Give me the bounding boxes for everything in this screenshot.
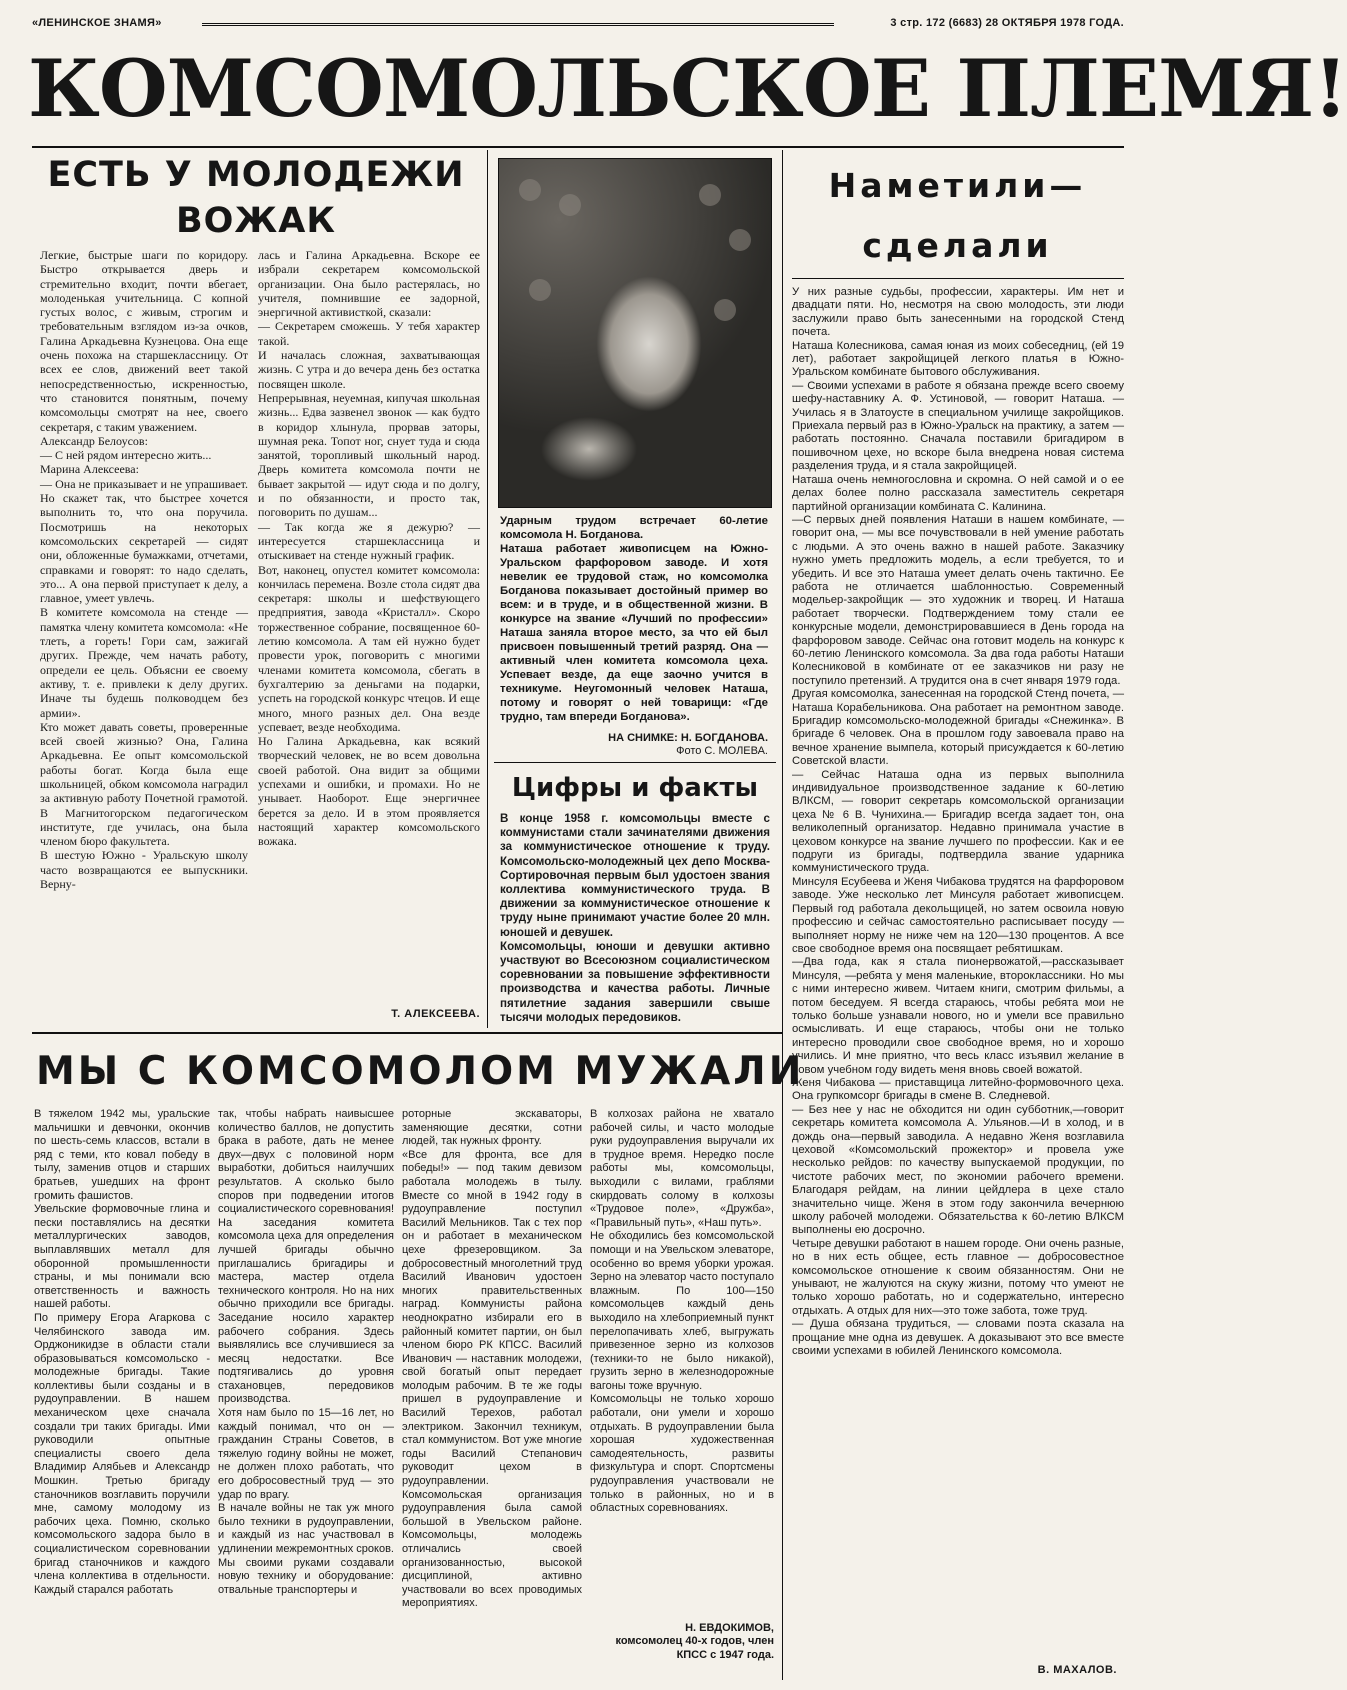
article-title-line: сделали bbox=[862, 226, 1053, 265]
author-description: комсомолец 40-х годов, член КПСС с 1947 года. bbox=[615, 1635, 774, 1661]
author-name: Н. ЕВДОКИМОВ, bbox=[685, 1622, 774, 1634]
headline-rule bbox=[32, 146, 1124, 148]
photo-caption: Ударным трудом встречает 60-летие комсомола Н. Богданова. Наташа работает живописцем на Южно-Уральском фарфоровом заводе. И хотя невелик ее трудовой стаж, но комсомолка Богданова показывает достойный пример во всем: и в труде, и в общественной жизни. В конкурсе на звание «Лучший по профессии» Наташа заняла второе место, за что ей был присвоен повышенный третий разряд. Она —активный член комитета комсомола цеха. Успевает везде, да еще заочно учится в техникуме. Неугомонный человек Наташа, потому и говорят о ней товарищи: «Где трудно, там впереди Богданова». bbox=[500, 515, 768, 723]
article-muzhali-column-4: В колхозах района не хватало рабочей силы, и часто молодые руки рудоуправления выручали их в трудное время. Нередко после работы мы, комсомольцы, выходили с вилами, граблями скирдовать солому в колхозы «Трудовое поле», «Дружба», «Правильный путь», «Наш путь». Не обходились без комсомольской помощи и на Увельском элеваторе, особенно во время уборки урожая. Зерно на элеватор часто поступало влажным. По 100—150 комсомольцев каждый день выходило на хлебоприемный пункт перелопачивать хлеб, выгружать привезенное зерно из колхозов (техники-то не было никакой), грузить зерно в железнодорожные вагоны тоже вручную. Комсомольцы не только хорошо работали, они умели и хорошо отдыхать. В рудоуправлении была хорошая художественная самодеятельность, развиты физкультура и спорт. Спортсмены рудоуправления участвовали не только в районных, но и в областных соревнованиях. bbox=[590, 1108, 774, 1515]
photo-shape bbox=[729, 229, 751, 251]
article-nametili-author: В. МАХАЛОВ. bbox=[1037, 1664, 1117, 1676]
newspaper-name: «ЛЕНИНСКОЕ ЗНАМЯ» bbox=[32, 17, 162, 29]
article-vozhak-author: Т. АЛЕКСЕЕВА. bbox=[391, 1008, 480, 1020]
photo-credit-author: Фото С. МОЛЕВА. bbox=[676, 745, 768, 757]
article-muzhali-column-2: так, чтобы набрать наивысшее количество баллов, не допустить брака в работе, дать не менее двух—двух с половиной норм выработки, добиться наилучших результатов. А сколько было споров при подведении итогов социалистического соревнования! На заседания комитета комсомола цеха для определения лучшей бригады обычно приглашались бригадиры и мастера, мастер отдела технического контроля. Но на них обычно приходили все бригады. Заседание носило характер рабочего собрания. Здесь выявлялись все случившиеся за месяц недостатки. Все подтягивались до уровня стахановцев, передовиков производства. Хотя нам было по 15—16 лет, но каждый понимал, что он — гражданин Страны Советов, в тяжелую годину войны не может, не должен плохо работать, что его добросовестный труд — это удар по врагу. В начале войны не так уж много было техники в рудоуправлении, и каждый из нас участвовал в удлинении межремонтных сроков. Мы своими руками создавали новую технику и оборудование: отвальные транспортеры и bbox=[218, 1108, 394, 1596]
photo-credit-subject: НА СНИМКЕ: Н. БОГДАНОВА. bbox=[608, 732, 768, 744]
photo-credit bbox=[500, 732, 768, 758]
article-vozhak-column-2: лась и Галина Аркадьевна. Вскоре ее избрали секретарем комсомольской организации. Она было растерялась, но учителя, помнившие ее задорной, энергичной активисткой, сказали: — Секретарем сможешь. У тебя характер такой. И началась сложная, захватывающая жизнь. С утра и до вечера день без остатка посвящен школе. Непрерывная, неуемная, кипучая школьная жизнь... Едва зазвенел звонок — как будто в коридор хлынула, прорвав заторы, шумная река. Топот ног, снует туда и сюда занятой, торопливый школьный народ. Дверь комитета комсомола почти не бывает закрытой — идут сюда и по долгу, и по обязанности, и просто так, поговорить по душам... — Так когда же я дежурю? — интересуется старшеклассница и отыскивает на стенде нужный график. Вот, наконец, опустел комитет комсомола: кончилась перемена. Возле стола сидят два секретаря: школы и шефствующего предприятия, завода «Кристалл». Скоро торжественное собрание, посвященное 60-летию комсомола. А там ей нужно будет провести урок, поговорить с многими членами комитета комсомола, сбегать в бухгалтерию за деньгами на подарки, успеть на городской конкурс чтецов. И еще много, много разных дел. Она везде успевает, везде необходима. Но Галина Аркадьевна, как всякий творческий человек, не во всем довольна своей работой. Она видит за общими успехами и ошибки, и промахи. Но не унывает. Наоборот. Еще энергичнее берется за дело. И в этом проявляется настоящий характер комсомольского вожака. bbox=[258, 248, 480, 849]
article-title-nametili bbox=[790, 156, 1125, 276]
article-nametili-rule bbox=[792, 278, 1124, 279]
photo-shape bbox=[699, 184, 721, 206]
facts-top-rule bbox=[494, 762, 776, 763]
article-3-top-rule bbox=[32, 1032, 782, 1034]
article-muzhali-column-1: В тяжелом 1942 мы, уральские мальчишки и девчонки, окончив по шесть-семь классов, встали в ряд с теми, кто ковал победу в тылу, заменив отцов и старших братьев, ушедших на фронт громить фашистов. Увельские формовочные глина и пески поставлялись на десятки металлургических заводов, выплавлявших металл для оборонной промышленности страны, и мы понимали всю ответственность и важность нашей работы. По примеру Егора Агаркова с Челябинского завода им. Орджоникидзе в области стали образовываться комсомольско - молодежные бригады. Такие коллективы были созданы и в рудоуправлении. В нашем механическом цехе сначала создали три таких бригады. Ими руководили опытные специалисты своего дела Владимир Алябьев и Александр Мошкин. Третью бригаду станочников возглавить поручили мне, самому молодому из рабочих цеха. Помню, сколько комсомольского задора было в социалистическом соревновании бригад станочников и каждого члена коллектива в отдельности. Каждый старался работать bbox=[34, 1108, 210, 1596]
masthead-rule bbox=[202, 23, 834, 26]
facts-text: В конце 1958 г. комсомольцы вместе с коммунистами стали зачинателями движения за коммунистическое отношение к труду. Комсомольско-молодежный цех депо Москва-Сортировочная первым был удостоен звания коллектива коммунистического труда. В движении за коммунистическое отношение к труду ныне принимают участие более 20 млн. юношей и девушек. Комсомольцы, юноши и девушки активно участвуют во Всесоюзном социалистическом соревновании за повышение эффективности производства и качества работы. Личные пятилетние задания завершили свыше тысячи молодых передовиков. bbox=[500, 812, 770, 1024]
article-muzhali-author bbox=[590, 1622, 774, 1662]
article-title-line: Наметили— bbox=[828, 166, 1087, 205]
photo-shape bbox=[529, 279, 551, 301]
article-title-muzhali: МЫ С КОМСОМОЛОМ МУЖАЛИ bbox=[36, 1049, 805, 1094]
article-title-vozhak bbox=[36, 152, 476, 244]
masthead bbox=[32, 14, 1124, 32]
photo-shape bbox=[714, 299, 736, 321]
column-divider-2 bbox=[782, 150, 783, 1680]
photo-shape bbox=[559, 194, 581, 216]
photo-n-bogdanova bbox=[498, 158, 772, 508]
article-title-line: ВОЖАК bbox=[176, 201, 336, 241]
column-divider-1 bbox=[487, 150, 488, 1028]
page-headline: КОМСОМОЛЬСКОЕ ПЛЕМЯ! bbox=[28, 42, 1347, 135]
article-nametili-text: У них разные судьбы, профессии, характеры. Им нет и двадцати пяти. Но, несмотря на свою молодость, эти люди заслужили право быть занесенными на городской Стенд почета. Наташа Колесникова, самая юная из моих собеседниц, (ей 19 лет), работает закройщицей легкого платья в Южно-Уральском комбинате бытового обслуживания. — Своими успехами в работе я обязана прежде всего своему шефу-наставнику А. Ф. Устиновой, — говорит Наташа. — Училась я в Златоусте в специальном училище закройщиков. Приехала первый раз в Южно-Уральск на практику, а затем — работать постоянно. Сначала поставили бригадиром в пошивочном цехе, но вскоре была внедрена новая система разделения труда, и я стала закройщицей. Наташа очень немногословна и скромна. О ней самой и о ее делах более полно рассказала заместитель секретаря партийной организации комбината С. Калинина. —С первых дней появления Наташи в нашем комбинате, — говорит она, — мы все почувствовали в ней умение работать с людьми. А это очень важно в нашей работе. Заказчику нужно уметь предложить модель, а если требуется, то и убедить. И все это Наташа умеет делать очень тактично. Ее работа не отличается шаблонностью. Современный модельер-закройщик — это художник и творец. И Наташа работает творчески. Подтверждением тому стали ее конкурсные модели, демонстрировавшиеся в День города на фарфоровом заводе. Сейчас она готовит модель на конкурс к 60-летию Ленинского комсомола. За два года работы Наташи Колесниковой в комбинате от ее заказчиков ни разу не поступило претензий. А трудится она в счет января 1979 года. Другая комсомолка, занесенная на городской Стенд почета, —Наташа Корабельникова. Она работает на ремонтном заводе. Бригадир комсомольско-молодежной бригады «Снежинка». В бригаде 6 человек. Она в прошлом году завоевала право на вечное хранение вымпела, который присуждается к 60-летию Советской власти. — Сейчас Наташа одна из первых выполнила индивидуальное производственное задание к 60-летию ВЛКСМ, — говорит секретарь комсомольской организации цеха № 6 В. Чунихина.— Бригадир всегда задает тон, она великолепный организатор. Недавно принимала участие в цеховом конкурсе на звание лучшего по профессии. Как и ее подруги из бригады, подтвердила звание ударника коммунистического труда. Минсуля Есубеева и Женя Чибакова трудятся на фарфоровом заводе. Уже несколько лет Минсуля работает живописцем. Первый год работала декольщицей, но затем освоила новую профессию и сейчас самостоятельно расписывает посуду — выполняет норму не ниже чем на 120—130 процентов. А все свое свободное время она посвящает ребятишкам. —Два года, как я стала пионервожатой,—рассказывает Минсуля, —ребята у меня маленькие, второклассники. Но мы с ними интересно живем. Читаем книги, смотрим фильмы, а потом беседуем. Я всегда стараюсь, чтобы ребята мои не только больше узнавали нового, но и умели все правильно осмысливать. И еще стараюсь, чтобы они не только интересно проводили свое свободное время, но и хорошо учились. И мне приятно, что весь класс изъявил желание в новом учебном году видеть меня вновь своей вожатой. Женя Чибакова — приставщица литейно-формовочного цеха. Она групкомсорг бригады в смене В. Следневой. — Без нее у нас не обходится ни один субботник,—говорит секретарь комитета комсомола А. Ульянов.—И в холод, и в дождь она—первый заводила. А недавно Женя возглавила цеховой «Комсомольский прожектор» и провела уже несколько рейдов: по качеству выпускаемой продукции, по чистоте рабочих мест, по экономии рабочего времени. Благодаря рейдам, на линии цейдлера в цехе стало значительно чище. Женя в этом году закончила вечернюю школу рабочей молодежи. Обязательства к 60-летию ВЛКСМ выполнены ею досрочно. Четыре девушки работают в нашем городе. Они очень разные, но в них есть общее, есть главное — добросовестное комсомольское отношение к своим обязанностям. Они не унывают, не жалуются на скуку жизни, потому что умеют не только хорошо работать, но и содержательно, интересно отдыхать. А отдых для них—это тоже забота, тоже труд. — Душа обязана трудиться, — словами поэта сказала на прощание мне одна из девушек. А доказывают это все вместе своими успехами в юбилей Ленинского комсомола. bbox=[792, 286, 1124, 1358]
issue-info: 3 стр. 172 (6683) 28 ОКТЯБРЯ 1978 ГОДА. bbox=[890, 17, 1124, 29]
facts-title: Цифры и факты bbox=[511, 773, 759, 803]
photo-shape bbox=[519, 179, 541, 201]
article-vozhak-column-1: Легкие, быстрые шаги по коридору. Быстро открывается дверь и стремительно входит, почти вбегает, молоденькая учительница. С копной густых волос, с живым, строгим и требовательным взглядом из-за очков, Галина Аркадьевна Кузнецова. Она еще очень похожа на старшеклассницу. От всех ее слов, движений веет такой непосредственностью, искренностью, что становится понятным, почему комсомольцы смотрят на нее, своего секретаря, с таким уважением. Александр Белоусов: — С ней рядом интересно жить... Марина Алексеева: — Она не приказывает и не упрашивает. Но скажет так, что быстрее хочется выполнить то, что она поручила. Посмотришь на некоторых комсомольских секретарей — сидят они, обложенные бумажками, отчетами, справками и говорят: то надо сделать, это... А она первой приступает к делу, а главное, умеет увлечь. В комитете комсомола на стенде — памятка члену комитета комсомола: «Не тлеть, а гореть! Гори сам, зажигай других. Прежде, чем начать работу, определи ее цель. Объясни ее своему активу, т. е. привлеки к делу других. Иначе ты будешь полководцем без армии». Кто может давать советы, проверенные всей своей жизнью? Она, Галина Аркадьевна. Ее опыт комсомольской работы богат. Когда была еще школьницей, обком комсомола наградил за активную работу Почетной грамотой. В Магнитогорском педагогическом институте, где училась, она была членом бюро факультета. В шестую Южно - Уральскую школу часто возвращаются ее выпускники. Верну- bbox=[40, 248, 248, 892]
article-muzhali-column-3: роторные экскаваторы, заменяющие десятки, сотни людей, так нужных фронту. «Все для фронта, все для победы!» — под таким девизом работала молодежь в тылу. Вместе со мной в 1942 году в рудоуправление поступил Василий Мельников. Так с тех пор он и работает в механическом цехе фрезеровщиком. За добросовестный многолетний труд Василий Иванович удостоен многих правительственных наград. Коммунисты района неоднократно избирали его в районный комитет партии, он был членом бюро РК КПСС. Василий Иванович — наставник молодежи, свой богатый опыт передает молодым рабочим. В те же годы пришел в рудоуправление и Василий Терехов, работал электриком. Закончил техникум, стал коммунистом. Вот уже многие годы Василий Степанович руководит цехом в рудоуправлении. Комсомольская организация рудоуправления была самой большой в Увельском районе. Комсомольцы, молодежь отличались своей организованностью, высокой дисциплиной, активно участвовали во всех проводимых мероприятиях. bbox=[402, 1108, 582, 1610]
article-title-line: ЕСТЬ У МОЛОДЕЖИ bbox=[47, 155, 465, 195]
